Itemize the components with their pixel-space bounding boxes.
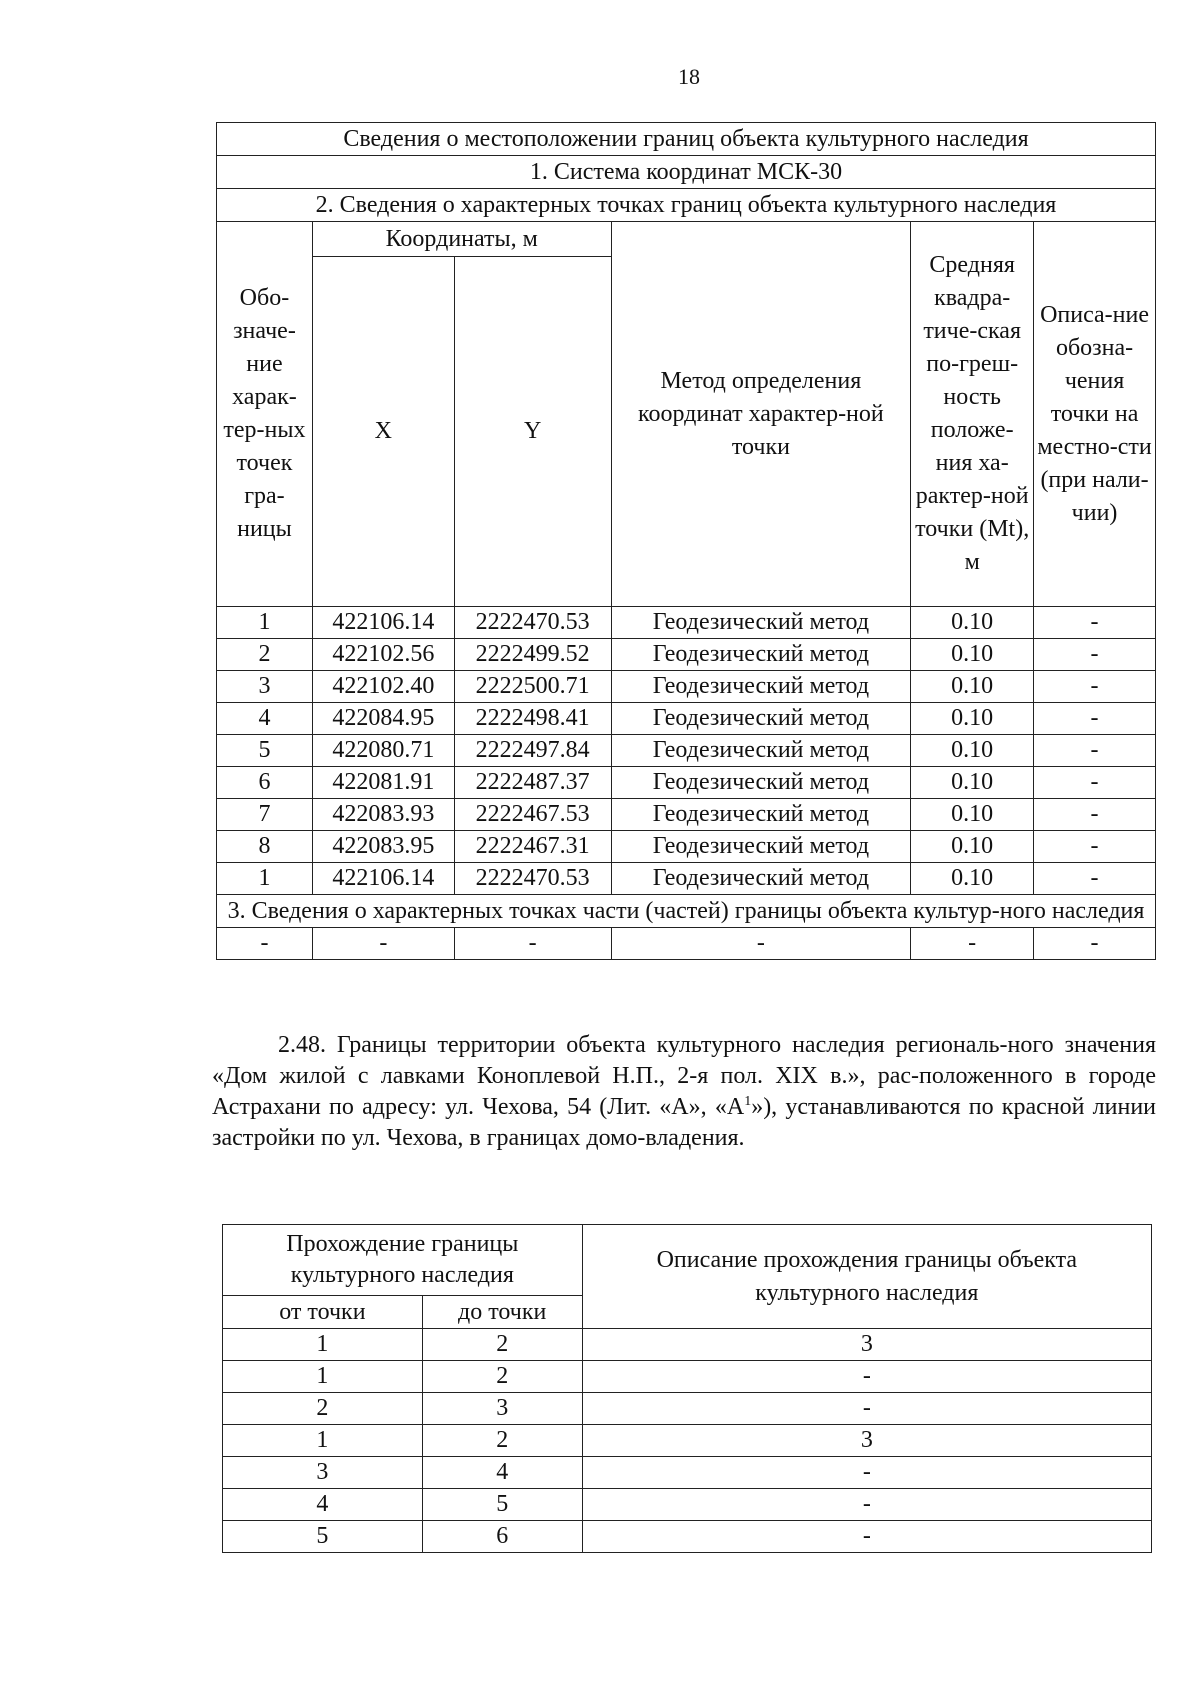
- paragraph-text-end: »), устанавливаются по красной линии застройки по ул. Чехова, в границах домо-владения.: [212, 1094, 1157, 1151]
- boundary-passage-table: [222, 1224, 1152, 1553]
- passage-description-cell: -: [582, 1521, 1151, 1553]
- point-description-cell: -: [1034, 607, 1156, 639]
- section-3-cell: -: [312, 928, 454, 960]
- y-coordinate-cell: 2222500.71: [454, 671, 611, 703]
- point-number-cell: 4: [217, 703, 313, 735]
- x-coordinate-cell: 422083.93: [312, 799, 454, 831]
- col-x-header: X: [312, 257, 454, 607]
- point-number-cell: 2: [217, 639, 313, 671]
- y-coordinate-cell: 2222497.84: [454, 735, 611, 767]
- method-cell: Геодезический метод: [611, 735, 911, 767]
- from-point-cell: 1: [223, 1361, 423, 1393]
- y-coordinate-cell: 2222467.53: [454, 799, 611, 831]
- mt-cell: 0.10: [911, 767, 1034, 799]
- point-number-cell: 1: [217, 863, 313, 895]
- from-point-cell: 2: [223, 1393, 423, 1425]
- passage-description-cell: -: [582, 1457, 1151, 1489]
- table-row: [217, 863, 1156, 895]
- mt-cell: 0.10: [911, 671, 1034, 703]
- y-coordinate-cell: 2222498.41: [454, 703, 611, 735]
- section-3-cell: -: [1034, 928, 1156, 960]
- x-coordinate-cell: 422102.56: [312, 639, 454, 671]
- col-y-header: Y: [454, 257, 611, 607]
- point-number-cell: 5: [217, 735, 313, 767]
- section-2-heading: 2. Сведения о характерных точках границ объекта культурного наследия: [217, 189, 1156, 222]
- method-cell: Геодезический метод: [611, 831, 911, 863]
- paragraph-superscript: 1: [744, 1094, 752, 1109]
- table-row: [223, 1361, 1152, 1393]
- col-passage-description-header: Описание прохождения границы объекта культурного наследия: [582, 1225, 1151, 1329]
- to-point-cell: 2: [422, 1329, 582, 1361]
- from-point-cell: 1: [223, 1425, 423, 1457]
- table-row: [217, 703, 1156, 735]
- point-number-cell: 8: [217, 831, 313, 863]
- x-coordinate-cell: 422106.14: [312, 607, 454, 639]
- x-coordinate-cell: 422106.14: [312, 863, 454, 895]
- section-3-cell: -: [217, 928, 313, 960]
- x-coordinate-cell: 422102.40: [312, 671, 454, 703]
- table-row: [223, 1425, 1152, 1457]
- y-coordinate-cell: 2222470.53: [454, 863, 611, 895]
- point-description-cell: -: [1034, 735, 1156, 767]
- x-coordinate-cell: 422084.95: [312, 703, 454, 735]
- to-point-cell: 2: [422, 1425, 582, 1457]
- col-designation-header: Обо-значе-ние харак-тер-ных точек гра-ницы: [217, 222, 313, 607]
- table-row: [223, 1489, 1152, 1521]
- point-description-cell: -: [1034, 863, 1156, 895]
- paragraph-text: 2.48. Границы территории объекта культурного наследия региональ-ного значения «Дом жилой с лавками Коноплевой Н.П., 2-я пол. XIX в.», рас-положенного в городе Астрахани по адресу: ул. Чехова, 54 (Лит. «А», «А: [212, 1032, 1156, 1120]
- from-point-cell: 5: [223, 1521, 423, 1553]
- paragraph-2-48: [212, 1030, 1156, 1154]
- passage-description-cell: 3: [582, 1329, 1151, 1361]
- x-coordinate-cell: 422083.95: [312, 831, 454, 863]
- x-coordinate-cell: 422081.91: [312, 767, 454, 799]
- from-point-cell: 3: [223, 1457, 423, 1489]
- point-number-cell: 6: [217, 767, 313, 799]
- point-number-cell: 3: [217, 671, 313, 703]
- point-description-cell: -: [1034, 831, 1156, 863]
- coordinate-system: 1. Система координат МСК-30: [217, 156, 1156, 189]
- y-coordinate-cell: 2222499.52: [454, 639, 611, 671]
- method-cell: Геодезический метод: [611, 767, 911, 799]
- table-row: [223, 1521, 1152, 1553]
- to-point-cell: 2: [422, 1361, 582, 1393]
- passage-description-cell: -: [582, 1489, 1151, 1521]
- to-point-cell: 3: [422, 1393, 582, 1425]
- from-point-cell: 4: [223, 1489, 423, 1521]
- y-coordinate-cell: 2222467.31: [454, 831, 611, 863]
- table-title: Сведения о местоположении границ объекта культурного наследия: [217, 123, 1156, 156]
- mt-cell: 0.10: [911, 703, 1034, 735]
- mt-cell: 0.10: [911, 735, 1034, 767]
- point-description-cell: -: [1034, 639, 1156, 671]
- page-number: 18: [678, 64, 700, 89]
- table-row: [217, 767, 1156, 799]
- mt-cell: 0.10: [911, 799, 1034, 831]
- mt-cell: 0.10: [911, 863, 1034, 895]
- point-description-cell: -: [1034, 767, 1156, 799]
- table-row: [217, 639, 1156, 671]
- table-row: [217, 607, 1156, 639]
- col-to-header: до точки: [422, 1296, 582, 1329]
- mt-cell: 0.10: [911, 831, 1034, 863]
- to-point-cell: 4: [422, 1457, 582, 1489]
- table-row: [217, 831, 1156, 863]
- col-method-header: Метод определения координат характер-ной точки: [611, 222, 911, 607]
- method-cell: Геодезический метод: [611, 607, 911, 639]
- point-number-cell: 1: [217, 607, 313, 639]
- table-row: [223, 1457, 1152, 1489]
- table-row: [217, 735, 1156, 767]
- from-point-cell: 1: [223, 1329, 423, 1361]
- section-3-row: [217, 928, 1156, 960]
- method-cell: Геодезический метод: [611, 671, 911, 703]
- passage-description-cell: -: [582, 1361, 1151, 1393]
- col-passage-header: Прохождение границы культурного наследия: [223, 1225, 583, 1296]
- col-description-header: Описа-ние обозна-чения точки на местно-сти (при нали-чии): [1034, 222, 1156, 607]
- table-row: [223, 1393, 1152, 1425]
- point-number-cell: 7: [217, 799, 313, 831]
- y-coordinate-cell: 2222487.37: [454, 767, 611, 799]
- method-cell: Геодезический метод: [611, 863, 911, 895]
- to-point-cell: 6: [422, 1521, 582, 1553]
- section-3-cell: -: [911, 928, 1034, 960]
- mt-cell: 0.10: [911, 639, 1034, 671]
- col-from-header: от точки: [223, 1296, 423, 1329]
- section-3-heading: 3. Сведения о характерных точках части (частей) границы объекта культур-ного наследия: [217, 895, 1156, 928]
- section-3-cell: -: [611, 928, 911, 960]
- table-row: [217, 799, 1156, 831]
- mt-cell: 0.10: [911, 607, 1034, 639]
- point-description-cell: -: [1034, 671, 1156, 703]
- method-cell: Геодезический метод: [611, 703, 911, 735]
- method-cell: Геодезический метод: [611, 639, 911, 671]
- col-coords-header: Координаты, м: [312, 222, 611, 257]
- boundary-points-table: [216, 122, 1156, 960]
- method-cell: Геодезический метод: [611, 799, 911, 831]
- to-point-cell: 5: [422, 1489, 582, 1521]
- passage-description-cell: -: [582, 1393, 1151, 1425]
- x-coordinate-cell: 422080.71: [312, 735, 454, 767]
- table-row: [223, 1329, 1152, 1361]
- y-coordinate-cell: 2222470.53: [454, 607, 611, 639]
- section-3-cell: -: [454, 928, 611, 960]
- passage-description-cell: 3: [582, 1425, 1151, 1457]
- point-description-cell: -: [1034, 799, 1156, 831]
- point-description-cell: -: [1034, 703, 1156, 735]
- table-row: [217, 671, 1156, 703]
- col-error-header: Средняя квадра-тиче-ская по-греш-ность положе-ния ха-рактер-ной точки (Mt), м: [911, 222, 1034, 607]
